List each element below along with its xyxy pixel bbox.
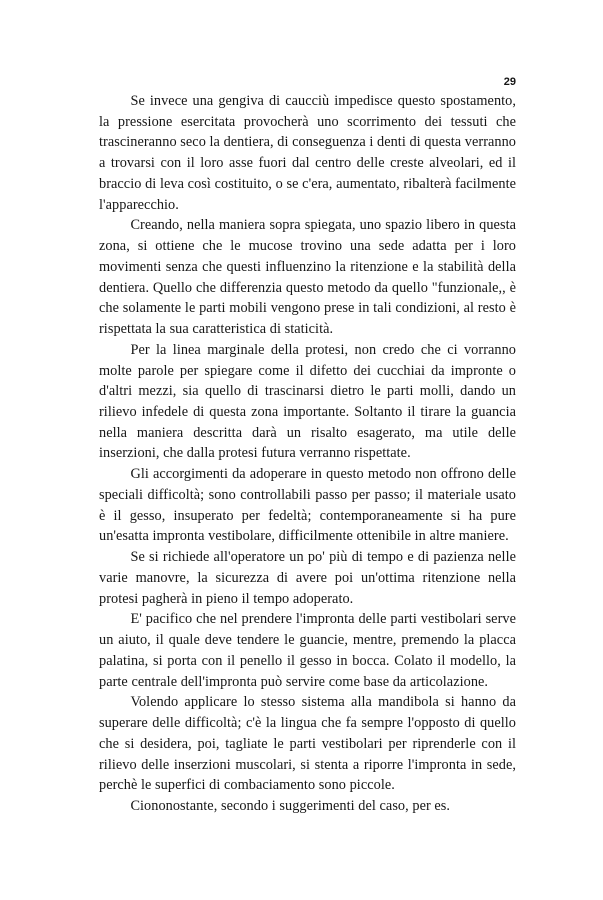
paragraph-6: E' pacifico che nel prendere l'impronta delle parti vestibolari serve un aiuto, il quale deve tendere le guancie, mentre, premendo la placca palatina, si porta con il penello il gesso in bocca. Colato il modello, la parte centrale dell'impronta può servire come base da articolazione.	[99, 611, 516, 690]
body-text	[99, 91, 516, 817]
paragraph-7: Volendo applicare lo stesso sistema alla mandibola si hanno da superare delle difficoltà; c'è la lingua che fa sempre l'opposto di quello che si desidera, poi, tagliate le parti vestibolari per riprenderle con il rilievo delle inserzioni muscolari, si stenta a riporre l'impronta in sede, perchè le superfici di combaciamento sono piccole.	[99, 694, 516, 794]
page-number: 29	[503, 76, 516, 88]
paragraph-8: Ciononostante, secondo i suggerimenti del caso, per es.	[130, 797, 451, 814]
paragraph-3: Per la linea marginale della protesi, non credo che ci vorranno molte parole per spiegare come il difetto dei cucchiai da impronte o d'altri mezzi, sia quello di trascinarsi dietro le parti molli, dando un rilievo infedele di questa zona importante. Soltanto il tirare la guancia nella maniera descritta darà un risalto esagerato, ma utile delle inserzioni, che dalla protesi futura verranno rispettate.	[99, 341, 516, 462]
paragraph-4: Gli accorgimenti da adoperare in questo metodo non offrono delle speciali difficoltà; sono controllabili passo per passo; il materiale usato è il gesso, insuperato per fedeltà; contemporaneamente si ha pure un'esatta impronta vestibolare, difficilmente ottenibile in altre maniere.	[99, 466, 516, 545]
paragraph-2: Creando, nella maniera sopra spiegata, uno spazio libero in questa zona, si ottiene che le mucose trovino una sede adatta per i loro movimenti senza che questi influenzino la ritenzione e la stabilità della dentiera. Quello che differenzia questo metodo da quello "funzionale,, è che solamente le parti mobili vengono prese in tali condizioni, al resto è rispettata la sua caratteristica di staticità.	[99, 217, 516, 338]
paragraph-5: Se si richiede all'operatore un po' più di tempo e di pazienza nelle varie manovre, la sicurezza di avere poi un'ottima ritenzione nella protesi pagherà in pieno il tempo adoperato.	[99, 549, 516, 607]
paragraph-1: Se invece una gengiva di caucciù impedisce questo spostamento, la pressione esercitata provocherà uno scorrimento dei tessuti che trascineranno seco la dentiera, di conseguenza i denti di questa verranno a trovarsi con il loro asse fuori dal centro delle creste alveolari, ed il braccio di leva così costituito, o se c'era, aumentato, ribalterà facilmente l'apparecchio.	[99, 93, 516, 213]
